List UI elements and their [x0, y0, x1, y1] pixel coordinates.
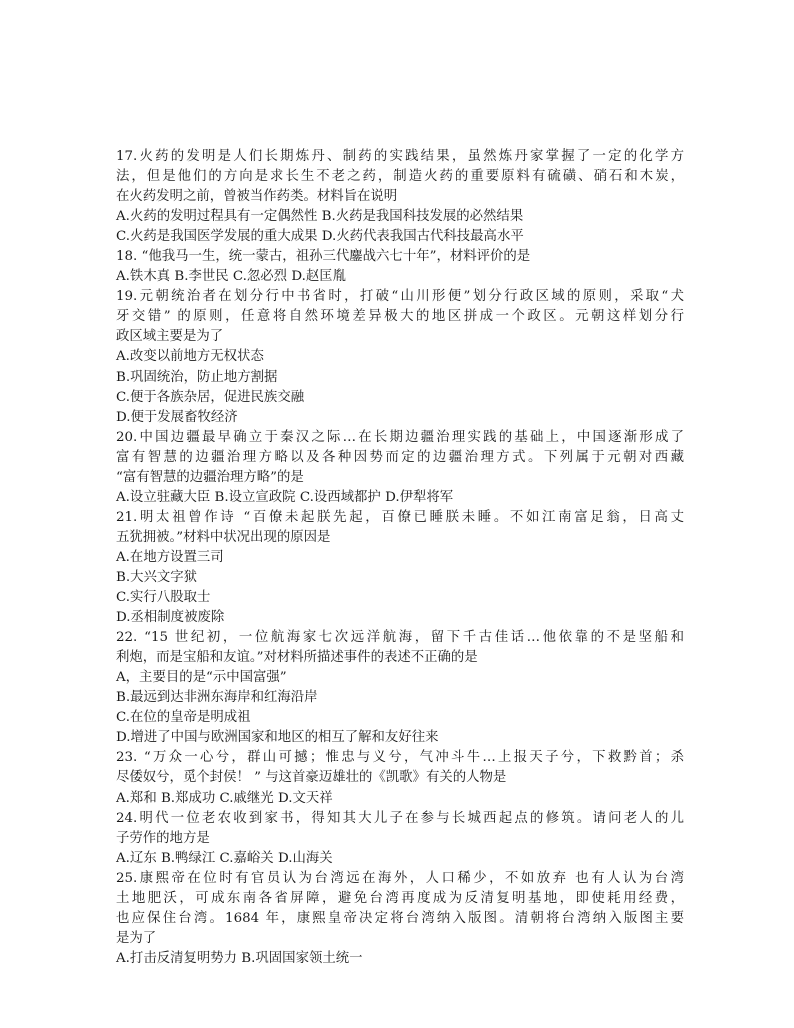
- question-17-options: A.火药的发明过程具有一定偶然性 B.火药是我国科技发展的必然结果: [116, 209, 524, 225]
- question-19-option-b: B.巩固统治，防止地方割据: [116, 369, 278, 385]
- question-21-text: 五犹拥被。”材料中状况出现的原因是: [116, 529, 331, 545]
- question-17-text: 法，但是他们的方向是求长生不老之药，制造火药的重要原料有硫磺、硝石和木炭，: [116, 169, 684, 185]
- question-19-option-c: C.便于各族杂居，促进民族交融: [116, 389, 305, 405]
- question-25-text: 是为了: [116, 930, 157, 946]
- question-21-option-a: A.在地方设置三司: [116, 549, 224, 565]
- question-20-text: 富有智慧的边疆治理方略以及各种因势而定的边疆治理方式。下列属于元朝对西藏: [116, 449, 684, 465]
- question-21-option-b: B.大兴文字狱: [116, 569, 198, 585]
- question-19-option-a: A.改变以前地方无权状态: [116, 349, 264, 365]
- question-19-option-d: D.便于发展畜牧经济: [116, 409, 238, 425]
- question-25-options: A.打击反清复明势力 B.巩固国家领土统一: [116, 950, 363, 966]
- question-24-text: 24.明代一位老农收到家书，得知其大儿子在参与长城西起点的修筑。请问老人的儿: [116, 810, 684, 826]
- question-23-text: 尽倭奴兮，觅个封侯！ ” 与这首豪迈雄壮的《凯歌》有关的人物是: [116, 770, 507, 786]
- question-22-text: 22. “15 世纪初，一位航海家七次远洋航海，留下千古佳话…他依靠的不是坚船和: [116, 630, 684, 646]
- question-22-option-a: A，主要目的是“示中国富强”: [116, 670, 287, 686]
- question-21-option-c: C.实行八股取士: [116, 590, 211, 606]
- question-25-text: 土地肥沃，可成东南各省屏障，避免台湾再度成为反清复明基地，即使耗用经费，: [116, 890, 684, 906]
- document-page: [116, 147, 684, 969]
- question-19-text: 19.元朝统治者在划分行中书省时，打破“山川形便”划分行政区域的原则，采取“犬: [116, 289, 684, 305]
- question-21-text: 21.明太祖曾作诗 “百僚未起朕先起，百僚已睡朕未睡。不如江南富足翁，日高丈: [116, 509, 684, 525]
- question-19-text: 牙交错” 的原则，任意将自然环境差异极大的地区拼成一个政区。元朝这样划分行: [116, 309, 684, 325]
- question-20-text: “富有智慧的边疆治理方略”的是: [116, 469, 304, 485]
- question-22-option-b: B.最远到达非洲东海岸和红海沿岸: [116, 690, 318, 706]
- question-17-text: 在火药发明之前，曾被当作药类。材料旨在说明: [116, 189, 398, 205]
- question-22-option-c: C.在位的皇帝是明成祖: [116, 710, 251, 726]
- question-18-options: A.铁木真 B.李世民 C.忽必烈 D.赵匡胤: [116, 269, 347, 285]
- question-25-text: 25.康熙帝在位时有官员认为台湾远在海外，人口稀少，不如放弃 也有人认为台湾: [116, 870, 684, 886]
- question-18-text: 18. “他我马一生，统一蒙古，祖孙三代鏖战六七十年”，材料评价的是: [116, 249, 531, 265]
- question-17-options: C.火药是我国医学发展的重大成果 D.火药代表我国古代科技最高水平: [116, 229, 524, 245]
- question-17-text: 17.火药的发明是人们长期炼丹、制药的实践结果，虽然炼丹家掌握了一定的化学方: [116, 149, 684, 164]
- question-21-option-d: D.丞相制度被废除: [116, 610, 225, 626]
- question-19-text: 政区域主要是为了: [116, 329, 224, 345]
- question-20-text: 20.中国边疆最早确立于秦汉之际…在长期边疆治理实践的基础上，中国逐渐形成了: [116, 429, 684, 445]
- question-24-text: 子劳作的地方是: [116, 830, 210, 846]
- question-20-options: A.设立驻藏大臣 B.设立宣政院 C.设西域都护 D.伊犁将军: [116, 489, 454, 505]
- question-25-text: 也应保住台湾。1684 年，康熙皇帝决定将台湾纳入版图。清朝将台湾纳入版图主要: [116, 910, 684, 926]
- question-24-options: A.辽东 B.鸭绿江 C.嘉峪关 D.山海关: [116, 850, 333, 866]
- question-23-text: 23. “万众一心兮，群山可撼；惟忠与义兮，气冲斗牛…上报天子兮，下救黔首；杀: [116, 750, 684, 766]
- question-22-option-d: D.增进了中国与欧洲国家和地区的相互了解和友好往来: [116, 730, 439, 746]
- question-22-text: 利炮，而是宝船和友谊。”对材料所描述事件的表述不正确的是: [116, 650, 478, 666]
- question-23-options: A.郑和 B.郑成功 C.戚继光 D.文天祥: [116, 790, 333, 806]
